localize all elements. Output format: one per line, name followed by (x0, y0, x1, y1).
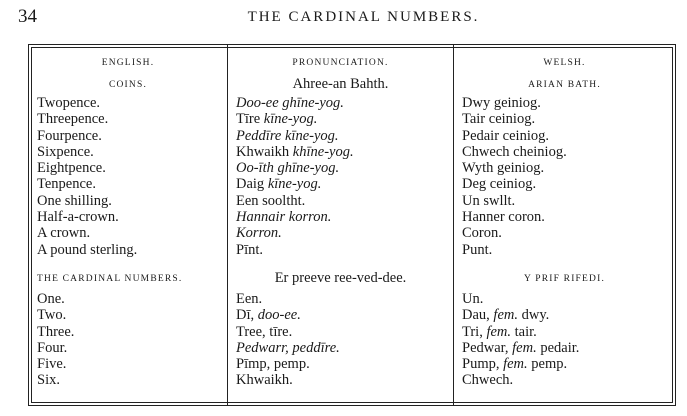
list-item: Pīnt. (236, 241, 263, 258)
list-item: Pump, fem. pemp. (462, 356, 568, 373)
welsh-numbers-header: Y PRIF RIFEDI. (523, 274, 606, 284)
list-item: Un swllt. (462, 192, 516, 209)
list-item: Daig kīne-yog. (236, 176, 322, 193)
english-numbers-header: THE CARDINAL NUMBERS. (37, 274, 183, 284)
list-item: Threepence. (37, 111, 109, 128)
pronunciation-coins-header: Ahree-an Bahth. (292, 76, 389, 92)
list-item: Tīre kīne-yog. (236, 111, 318, 128)
list-item: Six. (37, 372, 60, 389)
welsh-header: WELSH. (543, 58, 586, 68)
list-item: Doo-ee ghīne-yog. (236, 95, 344, 111)
welsh-coins-header: ARIAN BATH. (528, 80, 601, 90)
list-item: Wyth geiniog. (462, 160, 545, 177)
list-item: Khwaikh. (236, 372, 293, 389)
list-item: Twopence. (37, 95, 100, 111)
list-item: Eightpence. (37, 160, 106, 177)
pronunciation-numbers-list (236, 291, 453, 389)
list-item: Sixpence. (37, 143, 94, 160)
pronunciation-numbers-header: Er preeve ree-ved-dee. (274, 270, 407, 286)
list-item: Chwech cheiniog. (462, 143, 567, 160)
list-item: Pīmp, pemp. (236, 356, 310, 373)
list-item: Hannair korron. (236, 209, 332, 226)
english-coins-header: COINS. (108, 80, 148, 90)
list-item: Korron. (236, 225, 282, 242)
list-item: One shilling. (37, 192, 112, 209)
pronunciation-coins-list (236, 95, 453, 258)
list-item: Tenpence. (37, 176, 96, 193)
list-item: Dwy geiniog. (462, 95, 541, 111)
english-column (29, 45, 227, 405)
list-item: Deg ceiniog. (462, 176, 537, 193)
list-item: Khwaikh khīne-yog. (236, 143, 354, 160)
list-item: Four. (37, 339, 68, 356)
pronunciation-column (227, 45, 453, 405)
list-item: Three. (37, 323, 75, 340)
list-item: Un. (462, 291, 484, 307)
list-item: Tair ceiniog. (462, 111, 536, 128)
list-item: Pedwarr, peddīre. (236, 339, 340, 356)
list-item: Dī, doo-ee. (236, 307, 301, 324)
pronunciation-header: PRONUNCIATION. (292, 58, 389, 68)
english-coins-list (37, 95, 227, 258)
english-header: ENGLISH. (101, 58, 155, 68)
welsh-column (453, 45, 675, 405)
list-item: Een sooltht. (236, 192, 306, 209)
running-title: THE CARDINAL NUMBERS. (247, 9, 480, 25)
list-item: Tree, tīre. (236, 323, 293, 340)
list-item: Tri, fem. tair. (462, 323, 537, 340)
list-item: A pound sterling. (37, 241, 138, 258)
page-number: 34 (18, 6, 37, 27)
list-item: Two. (37, 307, 67, 324)
list-item: A crown. (37, 225, 91, 242)
list-item: Dau, fem. dwy. (462, 307, 550, 324)
list-item: One. (37, 291, 65, 307)
list-item: Five. (37, 356, 67, 373)
list-item: Fourpence. (37, 127, 102, 144)
english-numbers-list (37, 291, 227, 389)
list-item: Peddīre kīne-yog. (236, 127, 339, 144)
list-item: Hanner coron. (462, 209, 545, 226)
welsh-coins-list (462, 95, 675, 258)
list-item: Oo-īth ghīne-yog. (236, 160, 340, 177)
vocabulary-table (28, 44, 676, 406)
list-item: Pedwar, fem. pedair. (462, 339, 580, 356)
list-item: Coron. (462, 225, 502, 242)
list-item: Half-a-crown. (37, 209, 119, 226)
welsh-numbers-list (462, 291, 675, 389)
list-item: Een. (236, 291, 263, 307)
list-item: Punt. (462, 241, 493, 258)
list-item: Pedair ceiniog. (462, 127, 549, 144)
list-item: Chwech. (462, 372, 514, 389)
